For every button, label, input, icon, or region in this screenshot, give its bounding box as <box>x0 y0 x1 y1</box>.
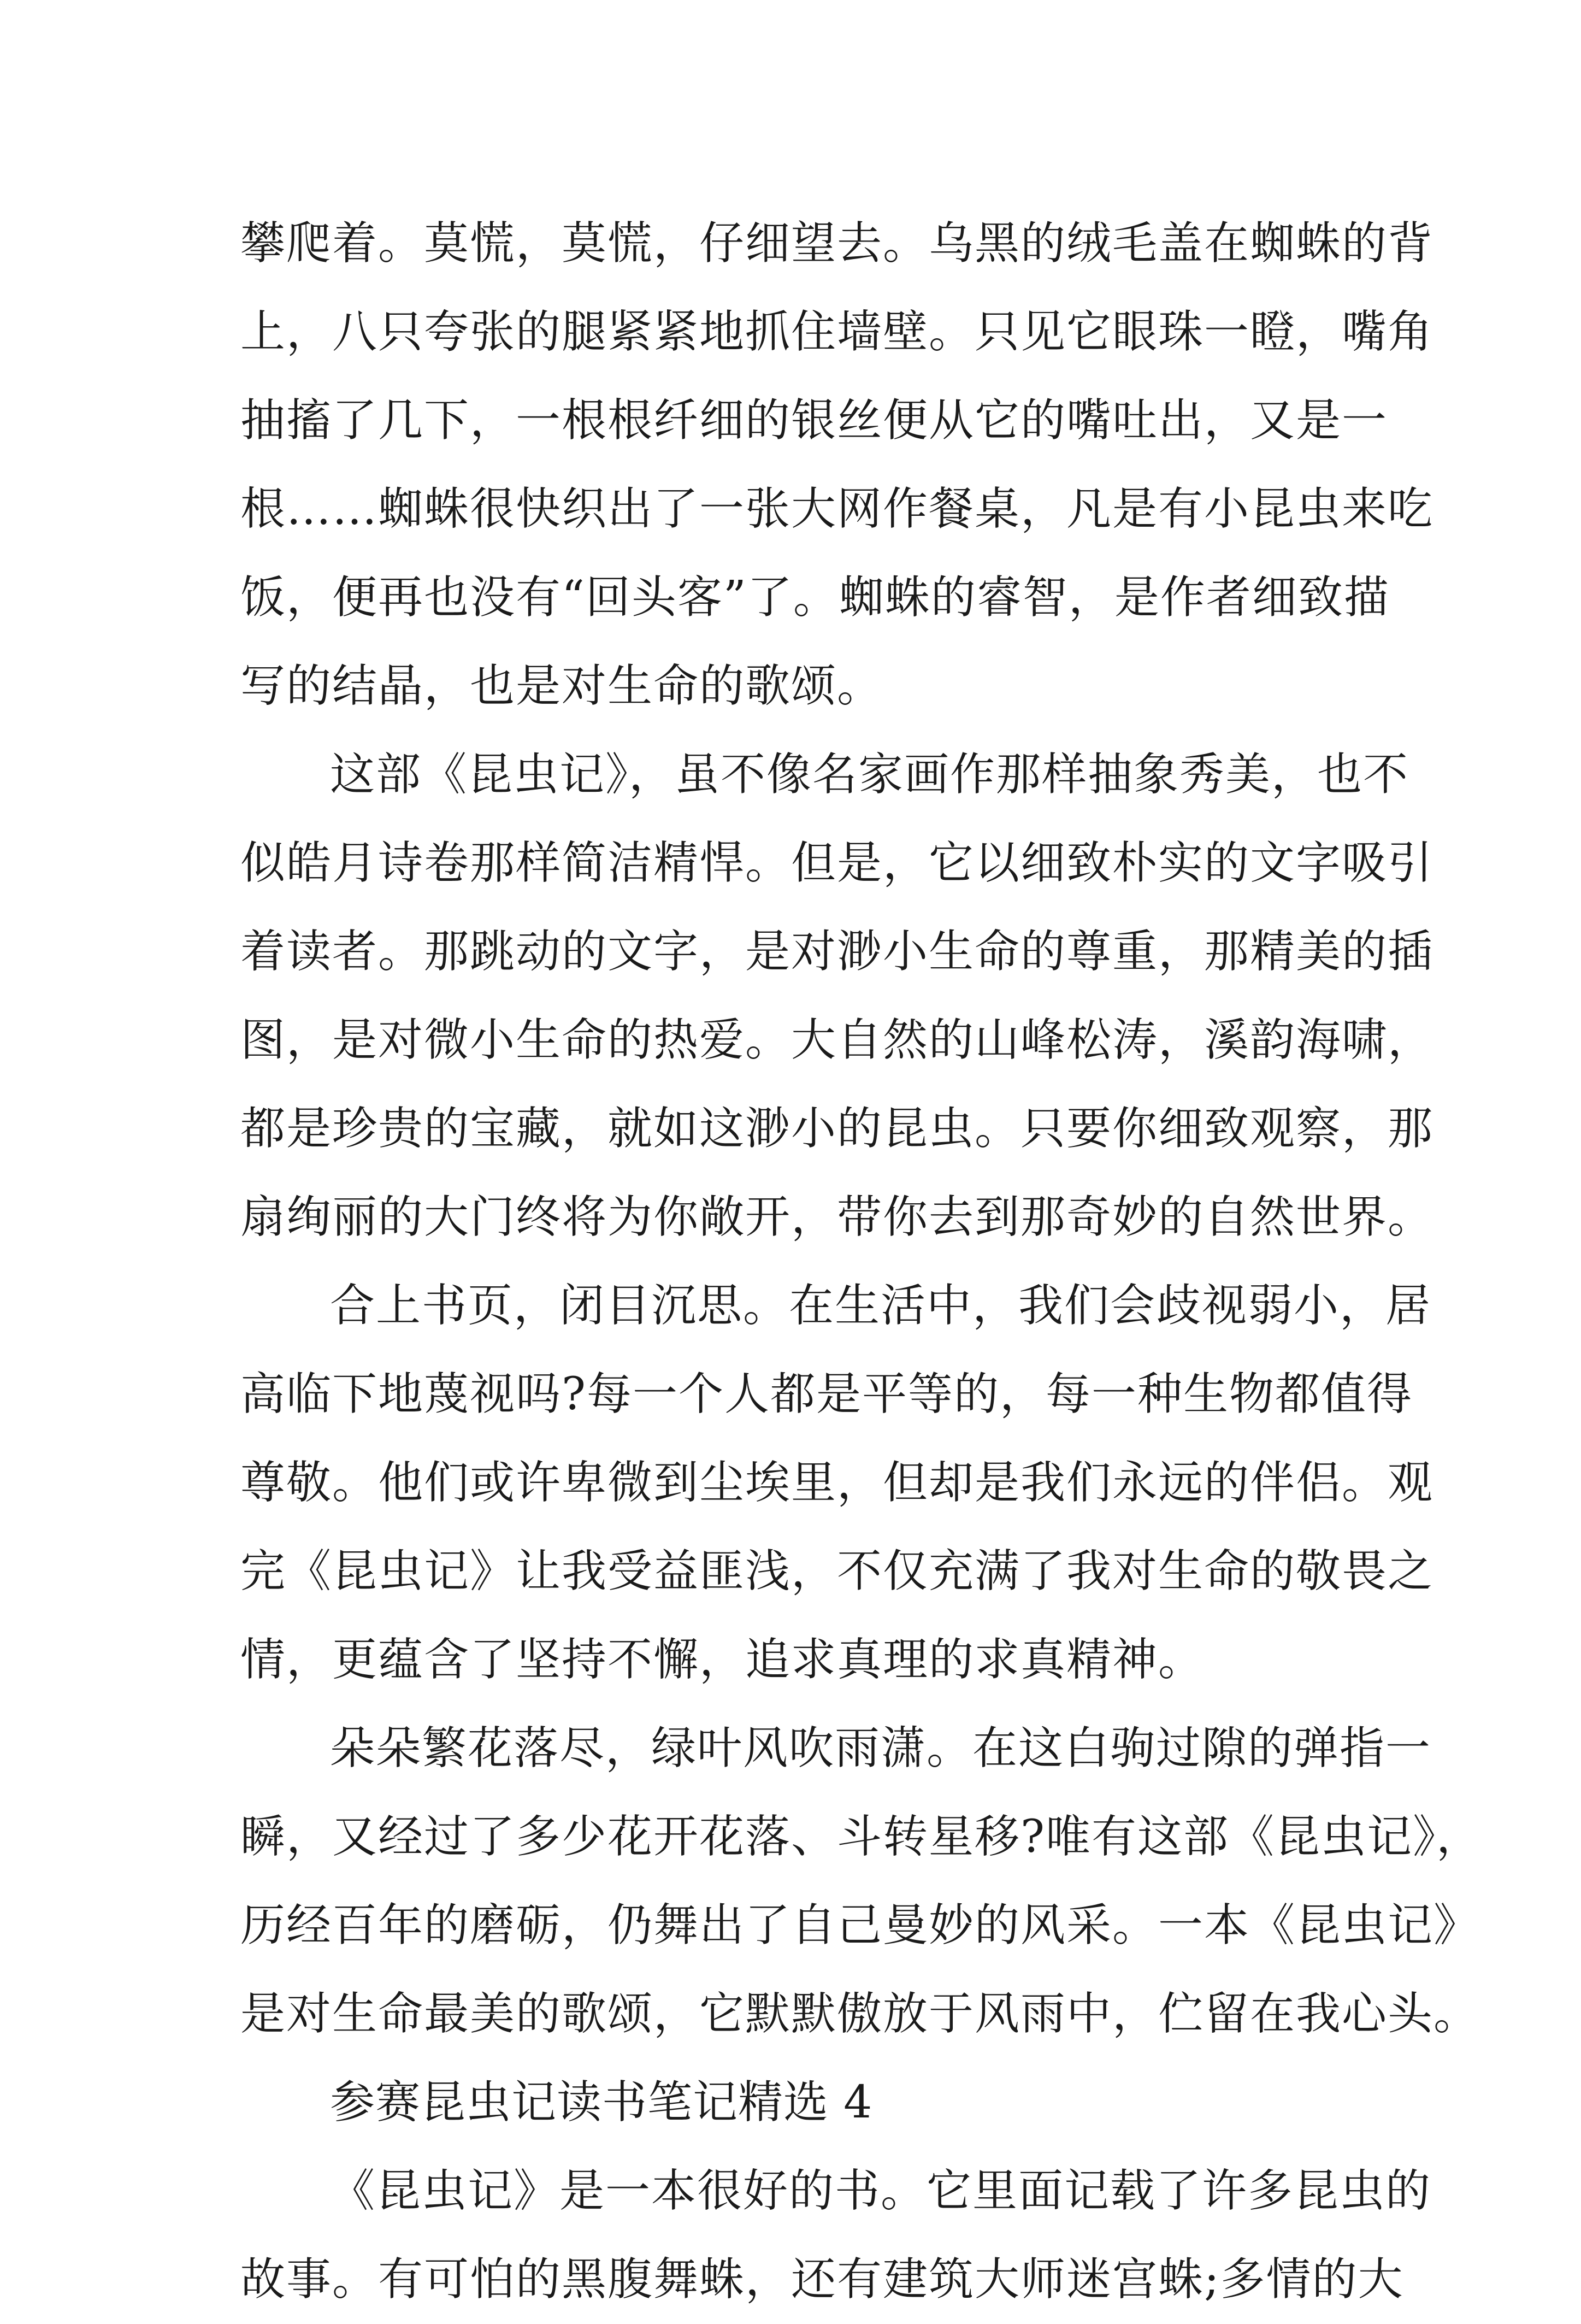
text-line: 扇绚丽的大门终将为你敞开，带你去到那奇妙的自然世界。 <box>240 1191 1434 1243</box>
text-line: 饭，便再也没有“回头客”了。蜘蛛的睿智，是作者细致描 <box>240 572 1390 623</box>
text-line: 情，更蕴含了坚持不懈，追求真理的求真精神。 <box>240 1634 1205 1686</box>
text-line: 抽搐了几下，一根根纤细的银丝便从它的嘴吐出，又是一 <box>240 395 1388 446</box>
paragraph-start-line: 朵朵繁花落尽，绿叶风吹雨潇。在这白驹过隙的弹指一 <box>330 1722 1432 1774</box>
text-line: 历经百年的磨砺，仍舞出了自己曼妙的风采。一本《昆虫记》 <box>240 1899 1480 1951</box>
paragraph-start-line: 合上书页，闭目沉思。在生活中，我们会歧视弱小，居 <box>330 1280 1432 1332</box>
text-line: 故事。有可怕的黑腹舞蛛，还有建筑大师迷宫蛛;多情的大 <box>240 2254 1404 2305</box>
text-line: 完《昆虫记》让我受益匪浅，不仅充满了我对生命的敬畏之 <box>240 1545 1434 1597</box>
section-heading: 参赛昆虫记读书笔记精选 4 <box>330 2076 873 2128</box>
paragraph-start-line: 《昆虫记》是一本很好的书。它里面记载了许多昆虫的 <box>330 2165 1432 2217</box>
text-line: 写的结晶，也是对生命的歌颂。 <box>240 660 883 712</box>
document-body <box>240 199 1482 2324</box>
text-line: 都是珍贵的宝藏，就如这渺小的昆虫。只要你细致观察，那 <box>240 1103 1434 1155</box>
text-line: 是对生命最美的歌颂，它默默傲放于风雨中，伫留在我心头。 <box>240 1988 1480 2040</box>
paragraph-start-line: 这部《昆虫记》，虽不像名家画作那样抽象秀美，也不 <box>330 749 1409 801</box>
text-line: 瞬，又经过了多少花开花落、斗转星移?唯有这部《昆虫记》， <box>240 1811 1482 1863</box>
text-line: 尊敬。他们或许卑微到尘埃里，但却是我们永远的伴侣。观 <box>240 1457 1434 1509</box>
text-line: 根……蜘蛛很快织出了一张大网作餐桌，凡是有小昆虫来吃 <box>240 483 1434 535</box>
text-line: 图，是对微小生命的热爱。大自然的山峰松涛，溪韵海啸， <box>240 1014 1434 1066</box>
text-line: 着读者。那跳动的文字，是对渺小生命的尊重，那精美的插 <box>240 926 1434 978</box>
text-line: 似皓月诗卷那样简洁精悍。但是，它以细致朴实的文字吸引 <box>240 837 1434 889</box>
text-line: 上，八只夸张的腿紧紧地抓住墙壁。只见它眼珠一瞪，嘴角 <box>240 306 1434 358</box>
text-line: 高临下地蔑视吗?每一个人都是平等的，每一种生物都值得 <box>240 1368 1413 1420</box>
text-line: 攀爬着。莫慌，莫慌，仔细望去。乌黑的绒毛盖在蜘蛛的背 <box>240 217 1434 269</box>
